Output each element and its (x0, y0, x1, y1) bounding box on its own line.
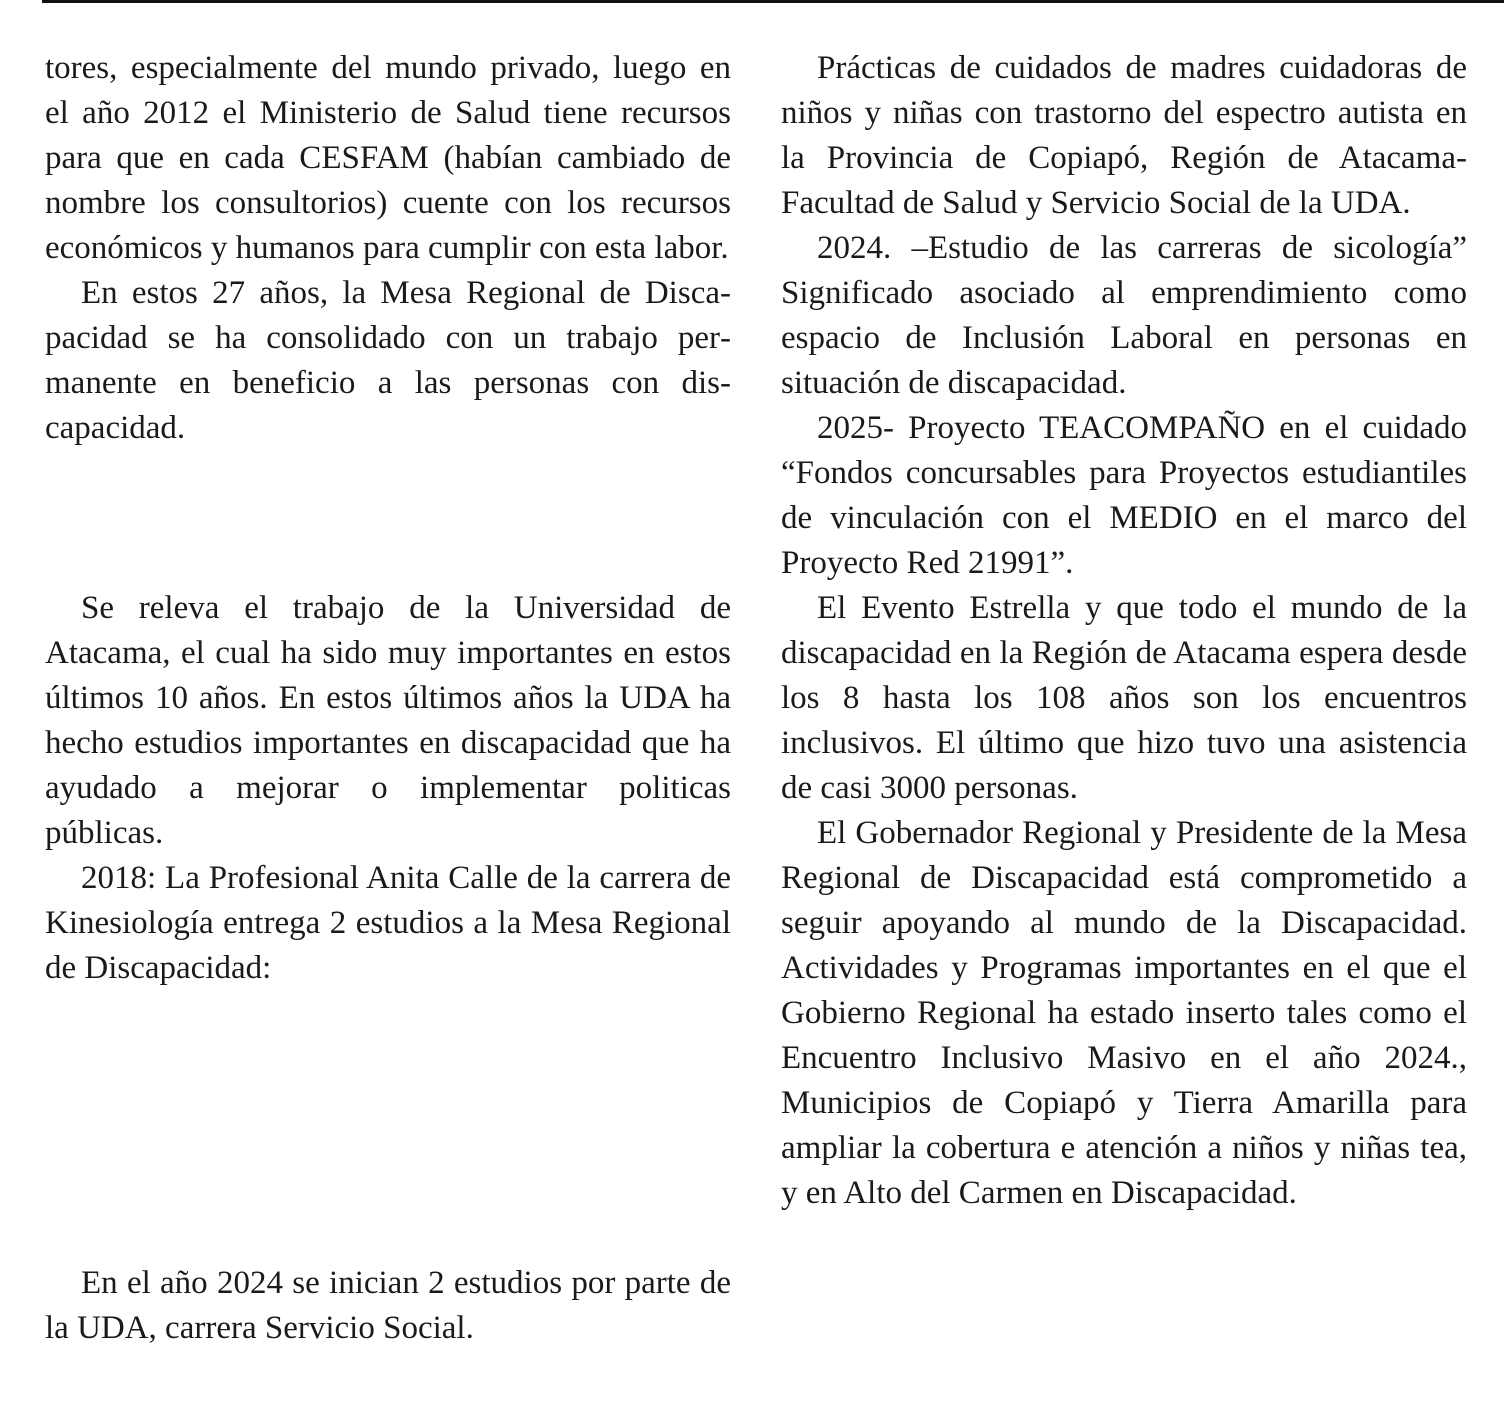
left-paragraph-2: En estos 27 años, la Mesa Regional de Discapacidad se ha consolidado con un trabajo permanente en beneficio a las personas con discapacidad. (45, 275, 731, 446)
left-spacer-2 (45, 991, 731, 1261)
left-paragraph-3: Se releva el trabajo de la Universidad de Atacama, el cual ha sido muy importantes en estos últimos 10 años. En estos últimos años la UDA ha hecho estudios importantes en discapacidad que ha ayudado a mejorar o implementar politicas públicas. (45, 590, 731, 851)
right-paragraph-4: El Evento Estrella y que todo el mundo de la discapacidad en la Región de Atacama espera desde los 8 hasta los 108 años son los encuentros inclusivos. El último que hizo tuvo una asistencia de casi 3000 personas. (781, 590, 1467, 806)
top-rule (42, 0, 1504, 3)
right-paragraph-2: 2024. –Estudio de las carreras de sicología” Significado asociado al emprendimiento como espacio de Inclusión Laboral en personas en situación de discapacidad. (781, 230, 1467, 401)
right-column (781, 46, 1467, 1216)
right-paragraph-1: Prácticas de cuidados de madres cuidadoras de niños y niñas con trastorno del espectro autista en la Provincia de Copiapó, Región de Atacama- Facultad de Salud y Servicio Social de la UDA. (781, 50, 1467, 221)
left-paragraph-1: tores, especialmente del mundo privado, luego en el año 2012 el Ministerio de Salud tiene recursos para que en cada CESFAM (habían cambiado de nombre los consultorios) cuente con los recursos económicos y humanos para cumplir con esta labor. (45, 50, 731, 266)
right-paragraph-3: 2025- Proyecto TEACOMPAÑO en el cuidado “Fondos concursables para Proyectos estudiantiles de vinculación con el MEDIO en el marco del Proyecto Red 21991”. (781, 410, 1467, 581)
left-paragraph-4: 2018: La Profesional Anita Calle de la carrera de Kinesiología entrega 2 estudios a la Mesa Regional de Discapacidad: (45, 860, 731, 986)
left-column (45, 46, 731, 1351)
left-spacer-1 (45, 451, 731, 586)
right-paragraph-5: El Gobernador Regional y Presidente de la Mesa Regional de Discapacidad está comprometido a seguir apoyando al mundo de la Discapacidad. Actividades y Programas importantes en el que el Gobierno Regional ha estado inserto tales como el Encuentro Inclusivo Masivo en el año 2024., Municipios de Copiapó y Tierra Amarilla para ampliar la cobertura e atención a niños y niñas tea, y en Alto del Carmen en Discapacidad. (781, 815, 1467, 1211)
left-paragraph-5: En el año 2024 se inician 2 estudios por parte de la UDA, carrera Servicio Social. (45, 1265, 731, 1346)
